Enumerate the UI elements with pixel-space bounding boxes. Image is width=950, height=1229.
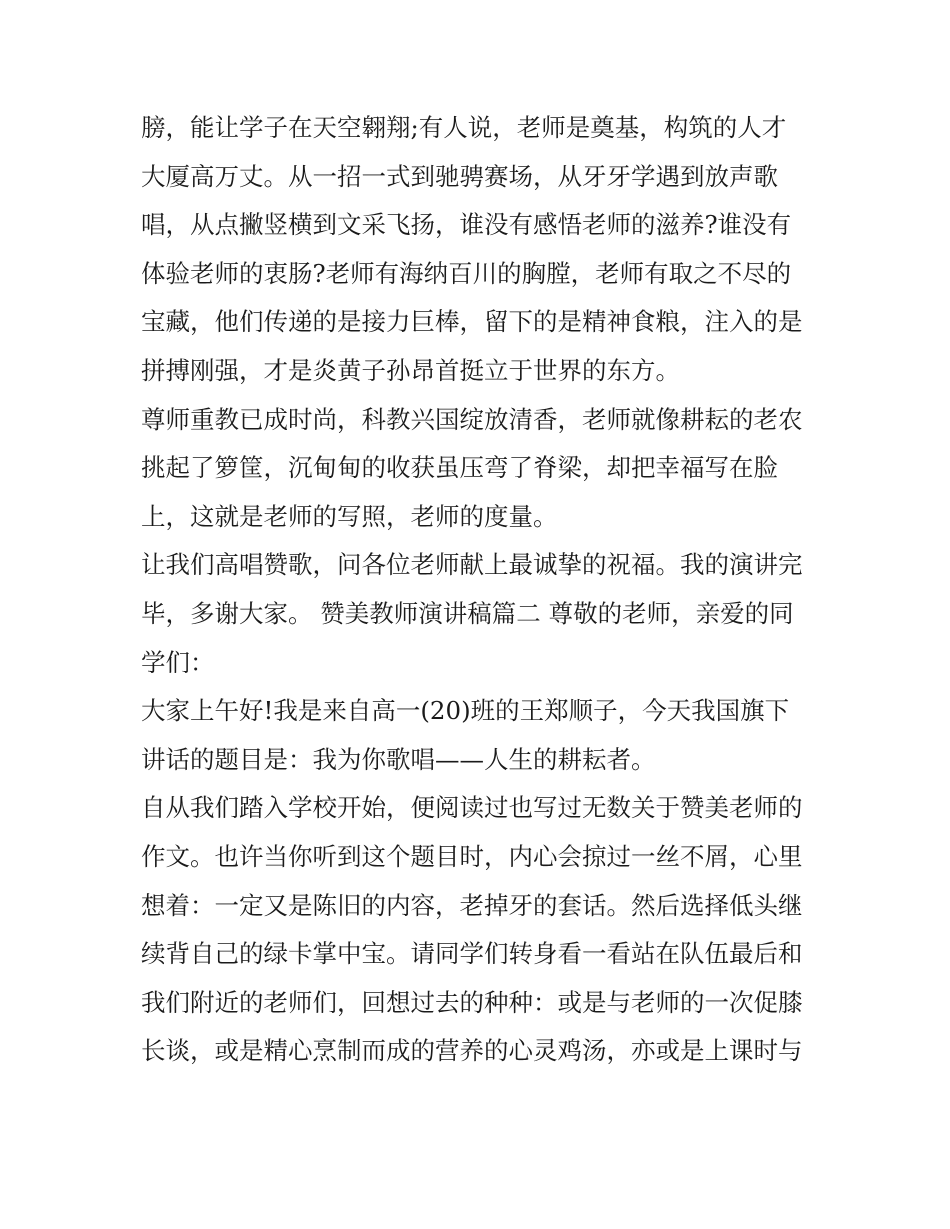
text-line: 毕，多谢大家。 赞美教师演讲稿篇二 尊敬的老师，亲爱的同	[141, 598, 794, 628]
text-line: 讲话的题目是：我为你歌唱——人生的耕耘者。	[141, 744, 656, 774]
text-line: 上，这就是老师的写照，老师的度量。	[141, 501, 558, 531]
body-text	[141, 104, 813, 1076]
text-line: 大厦高万丈。从一招一式到驰骋赛场，从牙牙学遇到放声歌	[141, 161, 778, 191]
text-line: 让我们高唱赞歌，问各位老师献上最诚挚的祝福。我的演讲完	[141, 550, 803, 580]
text-line: 学们：	[141, 647, 215, 677]
text-line: 大家上午好!我是来自高一(20)班的王郑顺子，今天我国旗下	[141, 696, 790, 726]
text-line: 膀，能让学子在天空翱翔;有人说，老师是奠基，构筑的人才	[141, 113, 787, 142]
text-line: 尊师重教已成时尚，科教兴国绽放清香，老师就像耕耘的老农	[141, 404, 803, 434]
text-line: 我们附近的老师们，回想过去的种种：或是与老师的一次促膝	[141, 987, 803, 1017]
text-line: 宝藏，他们传递的是接力巨棒，留下的是精神食粮，注入的是	[141, 307, 803, 337]
text-line: 唱，从点撇竖横到文采飞扬，谁没有感悟老师的滋养?谁没有	[141, 210, 792, 240]
text-line: 长谈，或是精心烹制而成的营养的心灵鸡汤，亦或是上课时与	[141, 1036, 803, 1066]
text-line: 挑起了箩筐，沉甸甸的收获虽压弯了脊梁，却把幸福写在脸	[141, 453, 778, 483]
text-line: 想着：一定又是陈旧的内容，老掉牙的套话。然后选择低头继	[141, 890, 803, 920]
text-line: 自从我们踏入学校开始，便阅读过也写过无数关于赞美老师的	[141, 793, 803, 823]
text-line: 续背自己的绿卡掌中宝。请同学们转身看一看站在队伍最后和	[141, 939, 803, 969]
text-line: 体验老师的衷肠?老师有海纳百川的胸膛，老师有取之不尽的	[141, 258, 792, 288]
text-line: 作文。也许当你听到这个题目时，内心会掠过一丝不屑，心里	[141, 841, 803, 871]
text-line: 拼搏刚强，才是炎黄子孙昂首挺立于世界的东方。	[141, 355, 680, 385]
